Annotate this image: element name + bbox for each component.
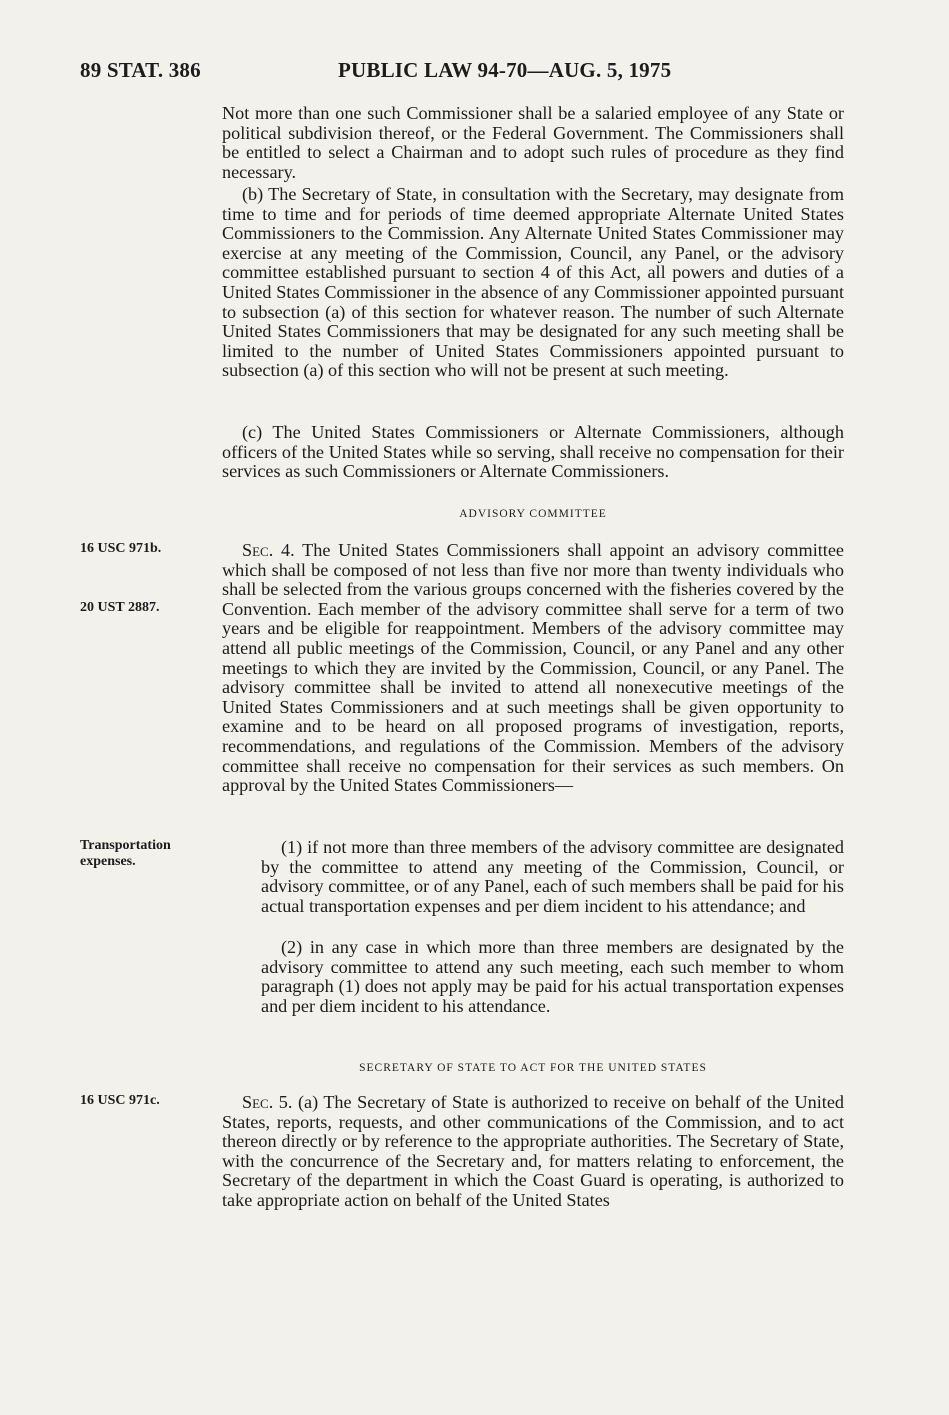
paragraph-continuation: Not more than one such Commissioner shall be a salaried employee of any State or political subdivision thereof, or the Federal Government. The Commissioners shall be entitled to select a Chairman and to adopt such rules of procedure as they find necessary. — [222, 103, 844, 182]
margin-citation-16usc971b: 16 USC 971b. — [80, 541, 162, 556]
paragraph-1: (1) if not more than three members of the advisory committee are designated by the committee to attend any meeting of the Commission, Council, or advisory committee, or of any Panel, each of such members shall be paid for his actual transportation expenses and per diem incident to his attendance; and — [261, 837, 844, 916]
margin-citation-20ust2887: 20 UST 2887. — [80, 600, 160, 615]
section-5-text: (a) The Secretary of State is authorized to receive on behalf of the United States, reports, requests, and other communications of the Commission, and to act thereon directly or by reference to the appropriate authorities. The Secretary of State, with the concurrence of the Secretary and, for matters relating to enforcement, the Secretary of the department in which the Coast Guard is operating, is authorized to take appropriate action on behalf of the United States — [222, 1092, 844, 1210]
section-5-label: Sec. 5. — [242, 1092, 293, 1112]
paragraph-b: (b) The Secretary of State, in consultation with the Secretary, may designate from time to time and for periods of time deemed appropriate Alternate United States Commissioners to the Commission. Any Alternate United States Commissioner may exercise at any meeting of the Commission, Council, any Panel, or the advisory committee established pursuant to section 4 of this Act, all powers and duties of a United States Commissioner in the absence of any Commissioner appointed pursuant to subsection (a) of this section for whatever reason. The number of such Alternate United States Commissioners that may be designated for any such meeting shall be limited to the number of United States Commissioners appointed pursuant to subsection (a) of this section who will not be present at such meeting. — [222, 184, 844, 381]
heading-advisory-committee: ADVISORY COMMITTEE — [459, 508, 607, 520]
margin-note-transportation: Transportation expenses. — [80, 838, 171, 869]
paragraph-2: (2) in any case in which more than three members are designated by the advisory committee to attend any such meeting, each such member to whom paragraph (1) does not apply may be paid for his actual transportation expenses and per diem incident to his attendance. — [261, 937, 844, 1016]
stat-citation: 89 STAT. 386 — [80, 58, 201, 82]
law-title: PUBLIC LAW 94-70—AUG. 5, 1975 — [338, 58, 672, 82]
section-4-label: Sec. 4. — [242, 540, 295, 560]
section-4 — [222, 541, 844, 796]
paragraph-c: (c) The United States Commissioners or Alternate Commissioners, although officers of the United States while so serving, shall receive no compensation for their services as such Commissioners or Alternate Commissioners. — [222, 422, 844, 482]
margin-citation-16usc971c: 16 USC 971c. — [80, 1093, 160, 1108]
section-4-text: The United States Commissioners shall appoint an advisory committee which shall be composed of not less than five nor more than twenty individuals who shall be selected from the various groups concerned with the fisheries covered by the Convention. Each member of the advisory committee shall serve for a term of two years and be eligible for reappointment. Members of the advisory committee may attend all public meetings of the Commission, Council, or any Panel and any other meetings to which they are invited by the Commission, Council, or any Panel. The advisory committee shall be invited to attend all nonexecutive meetings of the United States Commissioners and at such meetings shall be given opportunity to examine and to be heard on all proposed programs of investigation, reports, recommendations, and regulations of the Commission. Members of the advisory committee shall receive no compensation for their services as such members. On approval by the United States Commissioners— — [222, 540, 844, 796]
heading-secretary-of-state: SECRETARY OF STATE TO ACT FOR THE UNITED STATES — [359, 1062, 707, 1074]
section-5 — [222, 1093, 844, 1211]
